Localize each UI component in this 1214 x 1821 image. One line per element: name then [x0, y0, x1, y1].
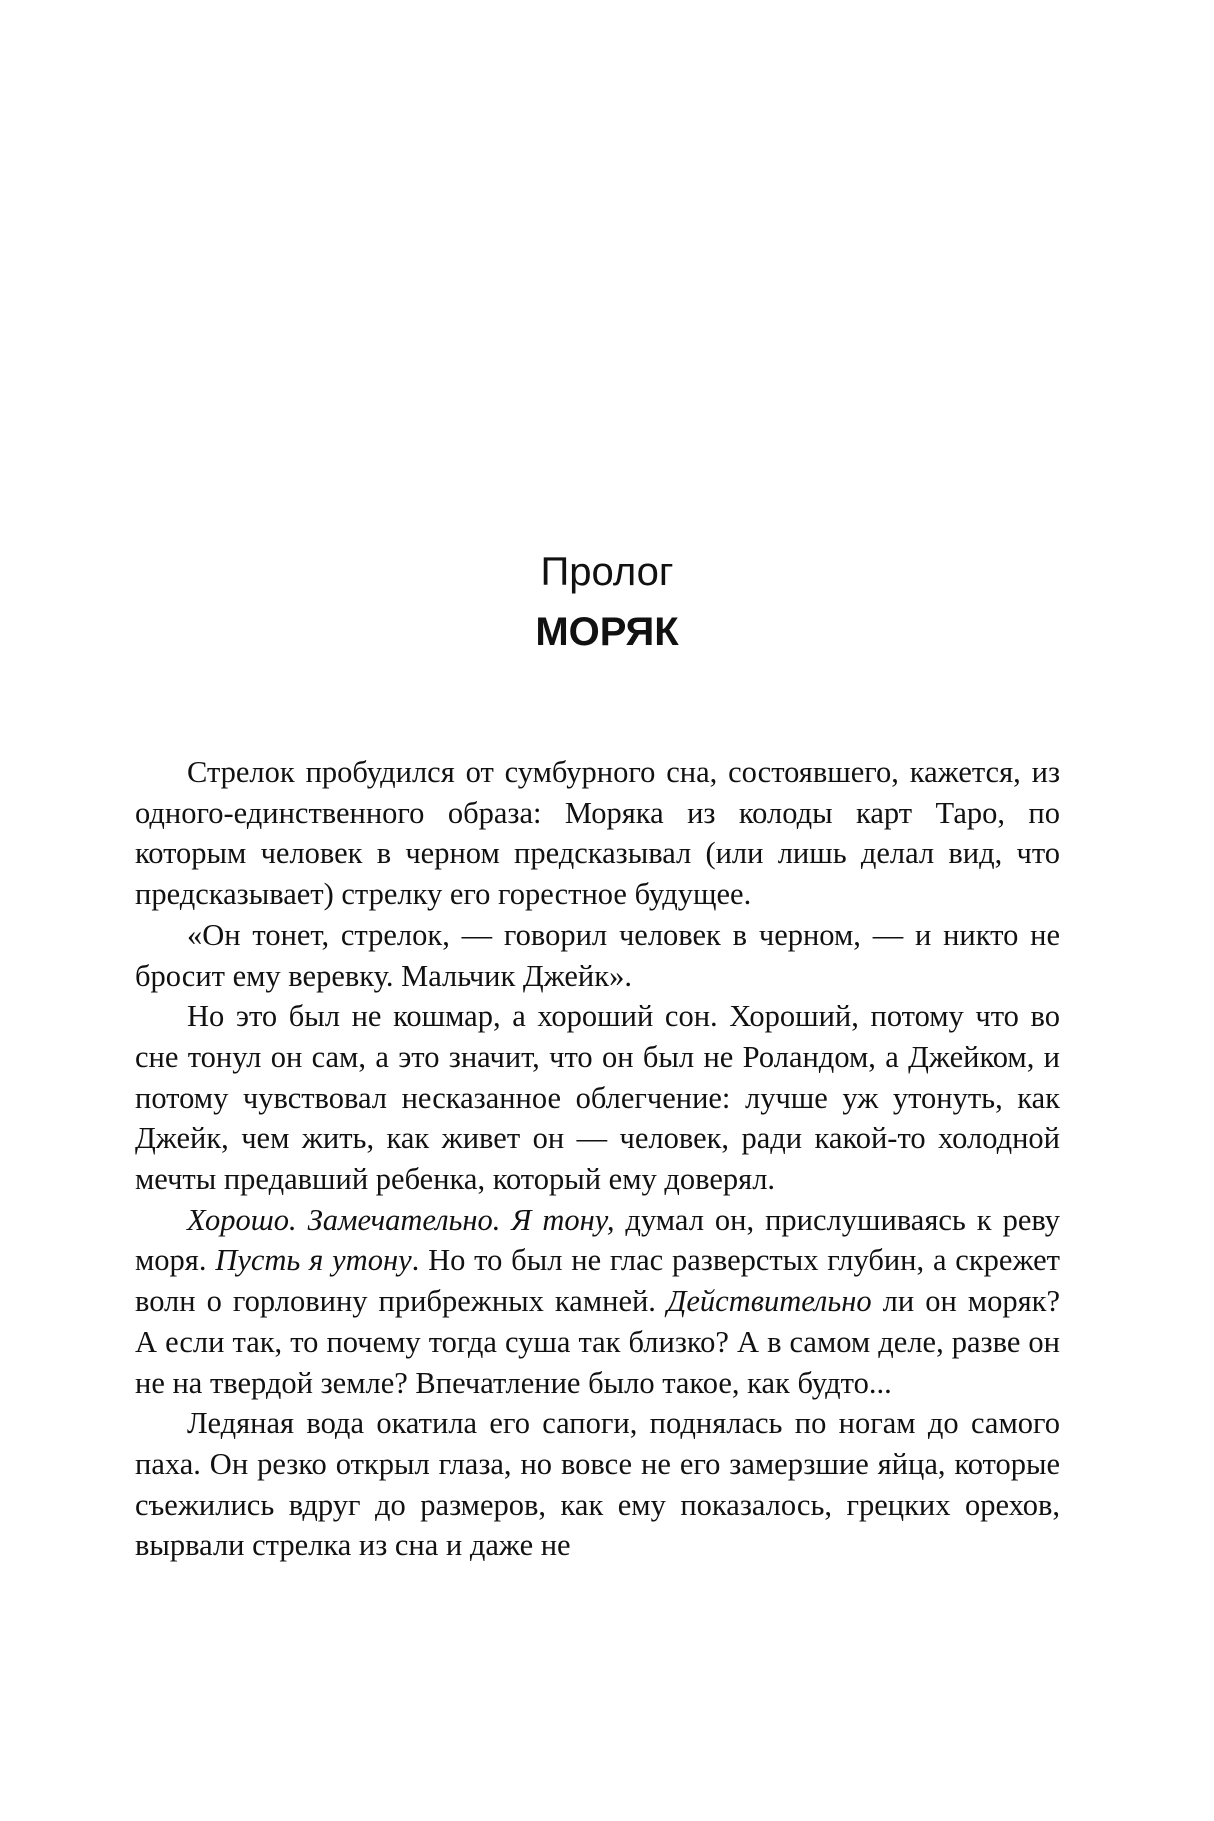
paragraph-3-text: Но это был не кошмар, а хороший сон. Хороший, потому что во сне тонул он сам, а это значит, что он был не Роландом, а Джейком, и потому чувствовал несказанное облегчение: лучше уж утонуть, как Джейк, чем жить, как живет он — человек, ради какой-то холодной мечты предавший ребенка, который ему доверял.	[135, 999, 1060, 1197]
paragraph-4-italic-1: Хорошо. Замечательно. Я тону,	[187, 1202, 615, 1237]
body-text	[135, 752, 1060, 1566]
paragraph-2	[135, 915, 1060, 996]
paragraph-4-italic-2: Пусть я утону	[215, 1243, 412, 1278]
paragraph-1	[135, 752, 1060, 915]
paragraph-2-text: «Он тонет, стрелок, — говорил человек в черном, — и никто не бросит ему веревку. Мальчик Джейк».	[135, 917, 1060, 993]
paragraph-3	[135, 996, 1060, 1200]
paragraph-4	[135, 1200, 1060, 1404]
paragraph-4-text-3: ли он моряк? А если так, то почему тогда суша так близко? А в самом деле, разве он не на твердой земле? Впечатление было такое, как будто...	[135, 1284, 1060, 1400]
chapter-title: МОРЯК	[535, 610, 679, 654]
chapter-kicker: Пролог	[540, 550, 674, 594]
paragraph-5	[135, 1403, 1060, 1566]
paragraph-4-text-1: думал он, прислушиваясь к реву моря.	[135, 1202, 1060, 1278]
paragraph-1-text: Стрелок пробудился от сумбурного сна, состоявшего, кажется, из одного-единственного образа: Моряка из колоды карт Таро, по которым человек в черном предсказывал (или лишь делал вид, что предсказывает) стрелку его горестное будущее.	[135, 755, 1060, 912]
paragraph-5-text: Ледяная вода окатила его сапоги, поднялась по ногам до самого паха. Он резко открыл глаза, но вовсе не его замерзшие яйца, которые съежились вдруг до размеров, как ему показалось, грецких орехов, вырвали стрелка из сна и даже не	[135, 1406, 1060, 1563]
paragraph-4-italic-3: Действительно	[666, 1284, 872, 1319]
paragraph-4-text-2: . Но то был не глас разверстых глубин, а скрежет волн о горловину прибрежных камней.	[135, 1243, 1060, 1319]
